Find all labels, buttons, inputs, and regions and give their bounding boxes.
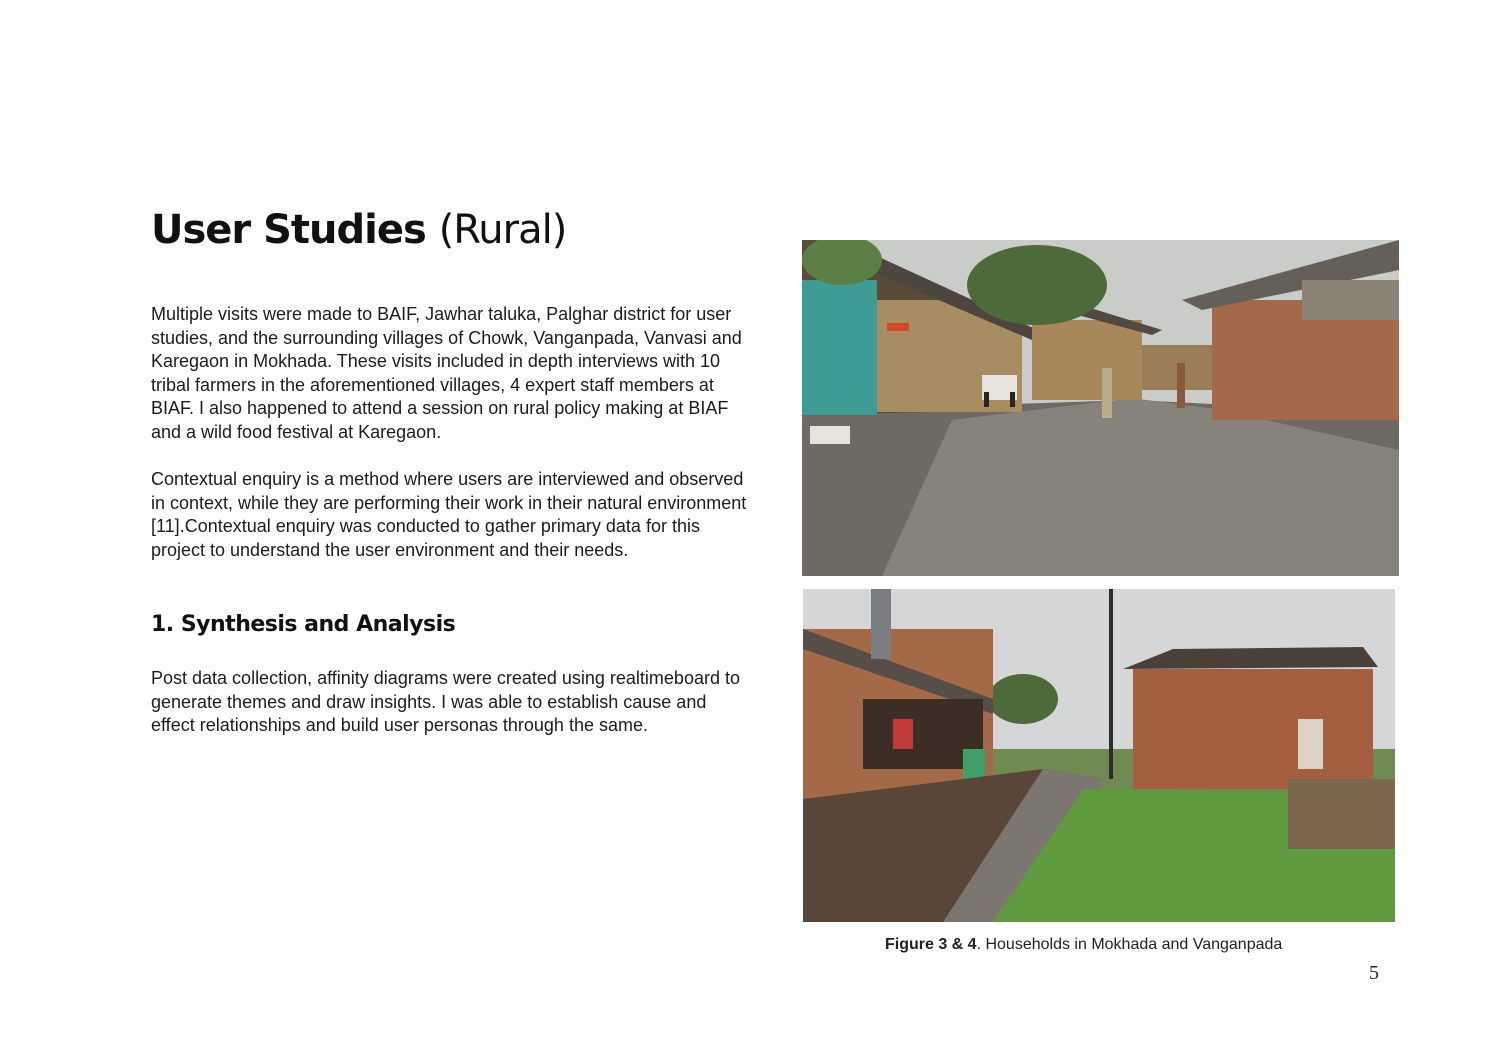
page-number: 5 (1369, 962, 1379, 984)
section-heading: 1. Synthesis and Analysis (151, 612, 456, 637)
intro-paragraph: Multiple visits were made to BAIF, Jawhar taluka, Palghar district for user studies, and the surrounding villages of Chowk, Vanganpada, Vanvasi and Karegaon in Mokhada. These visits included in depth interviews with 10 tribal farmers in the aforementioned villages, 4 expert staff members at BIAF. I also happened to attend a session on rural policy making at BIAF and a wild food festival at Karegaon. (151, 304, 742, 442)
photo-mokhada-households (802, 240, 1399, 576)
synthesis-paragraph: Post data collection, affinity diagrams were created using realtimeboard to generate themes and draw insights. I was able to establish cause and effect relationships and build user personas through the same. (151, 668, 740, 735)
page-title-light: (Rural) (438, 207, 567, 253)
page-title (151, 200, 566, 260)
figure-caption-text: . Households in Mokhada and Vanganpada (976, 936, 1283, 953)
photo-vanganpada-households (803, 589, 1395, 922)
figure-caption (885, 933, 1282, 957)
contextual-enquiry-paragraph: Contextual enquiry is a method where users are interviewed and observed in context, while they are performing their work in their natural environment [11].Contextual enquiry was conducted to gather primary data for this project to understand the user environment and their needs. (151, 469, 747, 560)
page-title-bold: User Studies (151, 207, 426, 253)
figure-caption-label: Figure 3 & 4 (885, 936, 977, 953)
